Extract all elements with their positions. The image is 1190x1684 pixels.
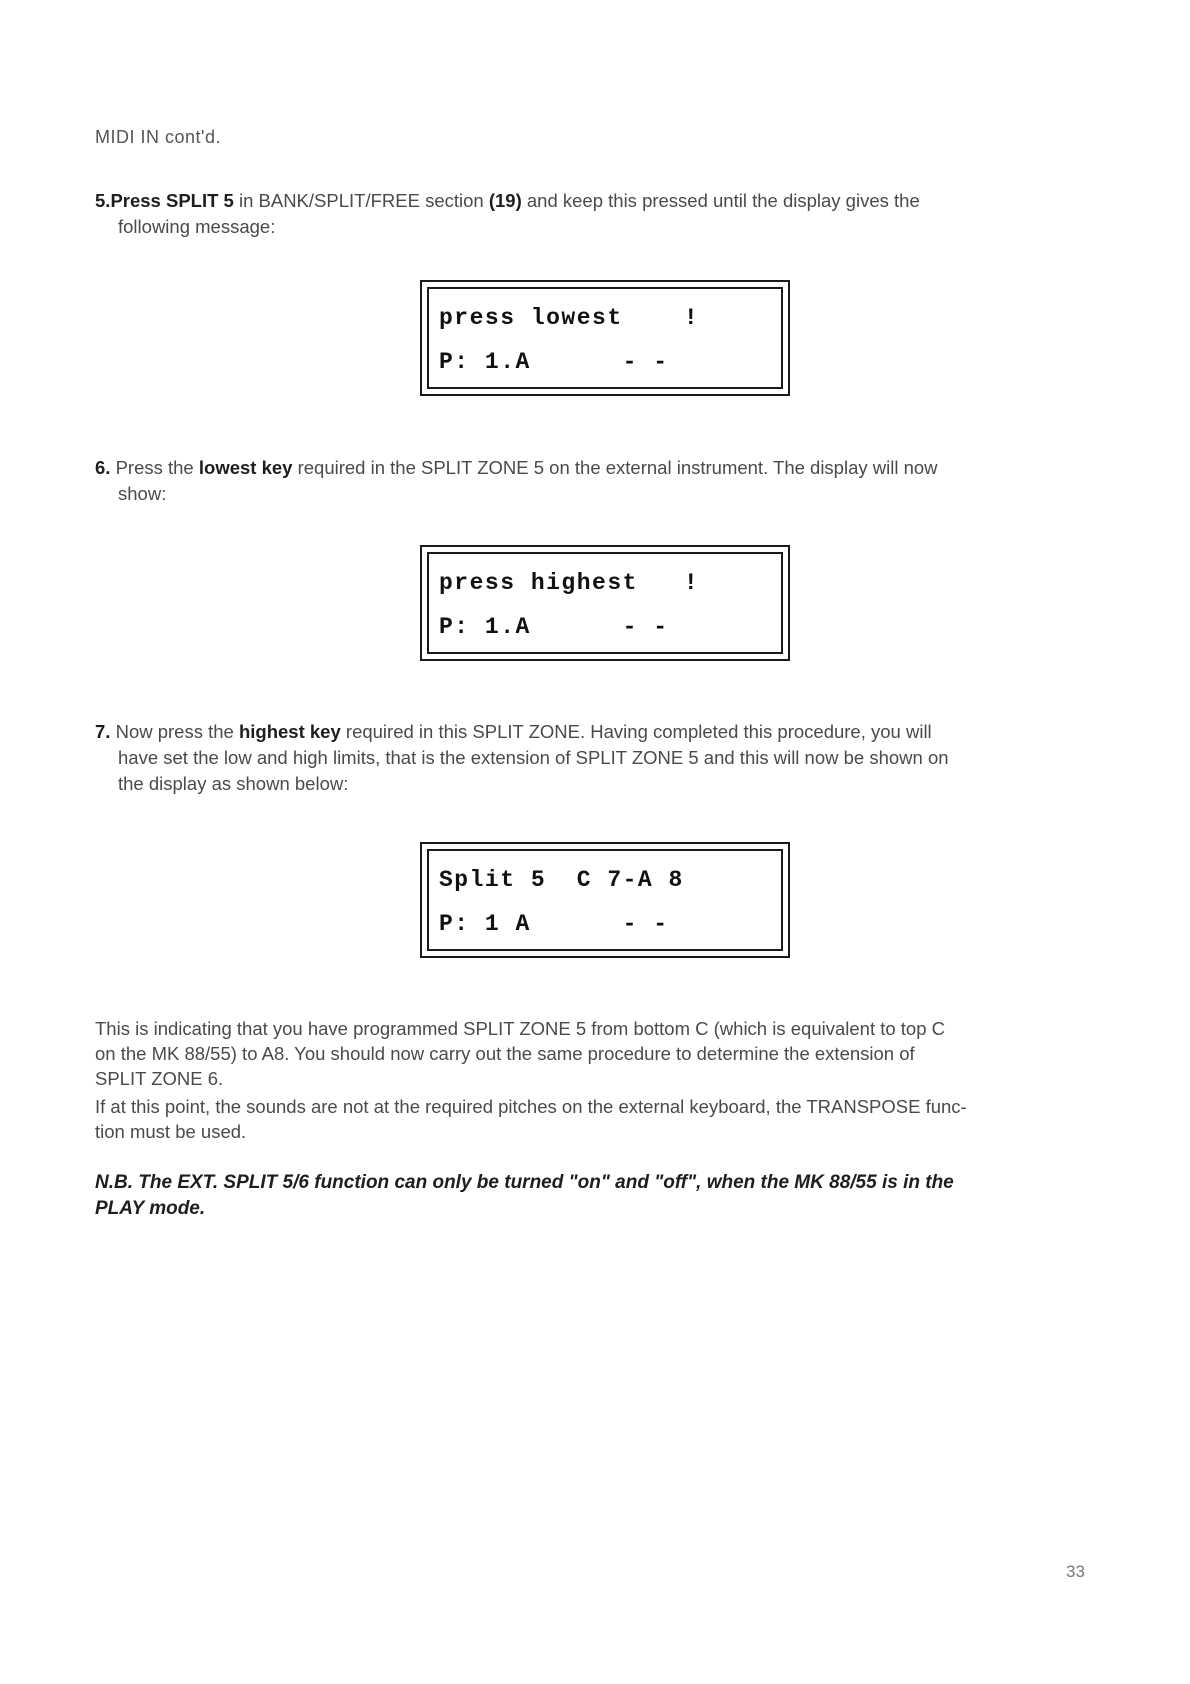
explanation-paragraph bbox=[95, 1016, 1105, 1091]
step-7-line-3: the display as shown below: bbox=[118, 773, 349, 794]
page-header: MIDI IN cont'd. bbox=[95, 127, 221, 147]
step-6-number: 6. bbox=[95, 457, 111, 478]
transpose-line-1: If at this point, the sounds are not at the required pitches on the external keyboard, the TRANSPOSE func- bbox=[95, 1096, 967, 1117]
step-7-text: Now press the bbox=[110, 721, 239, 742]
step-7-line-2: have set the low and high limits, that is the extension of SPLIT ZONE 5 and this will now be shown on bbox=[118, 747, 949, 768]
step-5-line-2: following message: bbox=[118, 216, 276, 237]
explanation-line-1: This is indicating that you have programmed SPLIT ZONE 5 from bottom C (which is equivalent to top C bbox=[95, 1018, 946, 1039]
step-6 bbox=[95, 455, 1095, 507]
explanation-line-3: SPLIT ZONE 6. bbox=[95, 1068, 224, 1089]
transpose-paragraph bbox=[95, 1094, 1105, 1144]
step-6-bold: lowest key bbox=[198, 457, 293, 478]
lcd-display-1-frame bbox=[427, 287, 783, 389]
step-7-number: 7. bbox=[95, 721, 111, 742]
lcd-display-2 bbox=[420, 545, 790, 661]
transpose-line-2: tion must be used. bbox=[95, 1121, 247, 1142]
step-7-bold: highest key bbox=[238, 721, 341, 742]
step-6-line-2: show: bbox=[118, 483, 167, 504]
explanation-line-2: on the MK 88/55) to A8. You should now carry out the same procedure to determine the extension of bbox=[95, 1043, 915, 1064]
lcd-display-3-line-2: P: 1 A - - bbox=[439, 911, 669, 937]
lcd-display-1 bbox=[420, 280, 790, 396]
step-5-number: 5. bbox=[95, 190, 111, 211]
nb-note bbox=[95, 1170, 1105, 1222]
step-7-text-2: required in this SPLIT ZONE. Having completed this procedure, you will bbox=[340, 721, 932, 742]
step-6-text-2: required in the SPLIT ZONE 5 on the external instrument. The display will now bbox=[292, 457, 938, 478]
nb-note-line-2: PLAY mode. bbox=[95, 1198, 206, 1219]
step-5-text: in BANK/SPLIT/FREE section bbox=[233, 190, 489, 211]
lcd-display-1-line-2: P: 1.A - - bbox=[439, 349, 669, 375]
page-number: 33 bbox=[1066, 1562, 1085, 1581]
lcd-display-3 bbox=[420, 842, 790, 958]
lcd-display-2-line-1: press highest ! bbox=[439, 570, 700, 596]
step-7 bbox=[95, 719, 1095, 797]
lcd-display-2-frame bbox=[427, 552, 783, 654]
step-6-text: Press the bbox=[110, 457, 199, 478]
lcd-display-3-frame bbox=[427, 849, 783, 951]
lcd-display-1-line-1: press lowest ! bbox=[439, 305, 700, 331]
lcd-display-3-line-1: Split 5 C 7-A 8 bbox=[439, 867, 684, 893]
lcd-display-2-line-2: P: 1.A - - bbox=[439, 614, 669, 640]
step-5 bbox=[95, 188, 1095, 240]
nb-note-line-1: N.B. The EXT. SPLIT 5/6 function can only be turned "on" and "off", when the MK 88/55 is in the bbox=[95, 1172, 954, 1193]
step-5-ref: (19) bbox=[488, 190, 522, 211]
step-5-text-2: and keep this pressed until the display gives the bbox=[521, 190, 920, 211]
step-5-bold: Press SPLIT 5 bbox=[110, 190, 234, 211]
